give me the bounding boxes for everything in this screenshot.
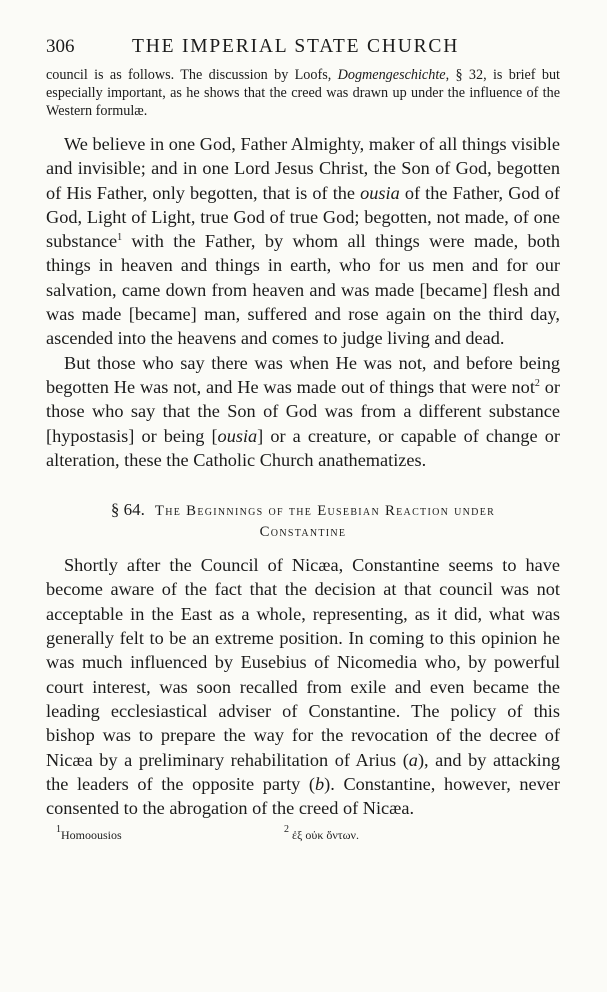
page xyxy=(46,36,560,848)
ref-mark-a: a xyxy=(408,749,418,770)
intro-book-title: Dogmengeschichte xyxy=(337,67,446,83)
intro-paragraph xyxy=(46,66,560,120)
ousia-term: ousia xyxy=(217,425,258,446)
creed-text: We believe in one God, Father Almighty, maker of all things visible and invisible; and in one Lord Jesus Christ, the Son of God, begotten of His Father, only begotten, that is of the xyxy=(46,134,560,203)
footnotes xyxy=(46,824,560,848)
creed-text: ] or a creature, or capable of change or alteration, these the Catholic Church anathematizes. xyxy=(46,425,560,470)
intro-text: , § 32, is brief but especially important, as he shows that the creed was drawn up under the influence of the Western formulæ. xyxy=(46,67,561,119)
running-head xyxy=(46,36,560,66)
intro-text: council is as follows. The discussion by Loofs, xyxy=(46,67,338,83)
ousia-term: ousia xyxy=(360,182,400,203)
page-number: 306 xyxy=(46,36,75,57)
footnote-2-mark: 2 xyxy=(284,824,289,836)
creed-text: or those who say that the Son of God was from a different substance [hypostasis] or being [ xyxy=(46,376,560,446)
creed-text: But those who say there was when He was not, and before being begotten He was not, and He was made out of things that were not xyxy=(46,352,560,397)
footnote-1-text: Homoousios xyxy=(61,828,122,843)
section-number: § 64. xyxy=(110,500,145,520)
footnote-2-text: ἐξ οὐκ ὄντων. xyxy=(292,828,359,843)
body-text: ), and by attacking the leaders of the opposite party ( xyxy=(46,749,560,794)
footnote-ref: 2 xyxy=(534,377,540,389)
footnote-2 xyxy=(284,824,359,843)
creed-text: with the Father, by whom all things were made, both things in heaven and things in earth, who for us men and for our salvation, came down from heaven and was made [became] flesh and was made [became] man, suffered and rose again on the third day, ascended into the heavens and comes to judge living and dead. xyxy=(46,231,560,349)
footnote-1-mark: 1 xyxy=(56,824,61,836)
section-title-line2: Constantine xyxy=(259,524,347,541)
section-title-line1: The Beginnings of the Eusebian Reaction under xyxy=(154,503,496,520)
creed-block xyxy=(46,132,560,472)
body-paragraph xyxy=(46,553,560,820)
footnote-ref: 1 xyxy=(117,232,123,244)
footnote-1 xyxy=(56,824,122,843)
body-text: Shortly after the Council of Nicæa, Constantine seems to have become aware of the fact that the decision at that council was not acceptable in the East as a whole, representing, as it did, what was generally felt to be an extreme position. In coming to this opinion he was much influenced by Eusebius of Nicomedia who, by powerful court interest, was soon recalled from exile and even became the leading ecclesiastical adviser of Constantine. The policy of this bishop was to prepare the way for the revocation of the decree of Nicæa by a preliminary rehabilitation of Arius ( xyxy=(46,555,560,770)
body-text-line xyxy=(46,553,560,820)
creed-text: of the Father, God of God, Light of Light, true God of true God; begotten, not made, of one substance xyxy=(46,182,560,252)
ref-mark-b: b xyxy=(315,773,325,794)
creed-paragraph xyxy=(46,132,560,351)
section-heading-line xyxy=(46,499,560,522)
body-text: ). Constantine, however, never consented to the abrogation of the creed of Nicæa. xyxy=(46,773,560,819)
section-heading xyxy=(46,499,560,543)
anathema-paragraph xyxy=(46,351,560,472)
running-title: THE IMPERIAL STATE CHURCH xyxy=(132,36,460,57)
